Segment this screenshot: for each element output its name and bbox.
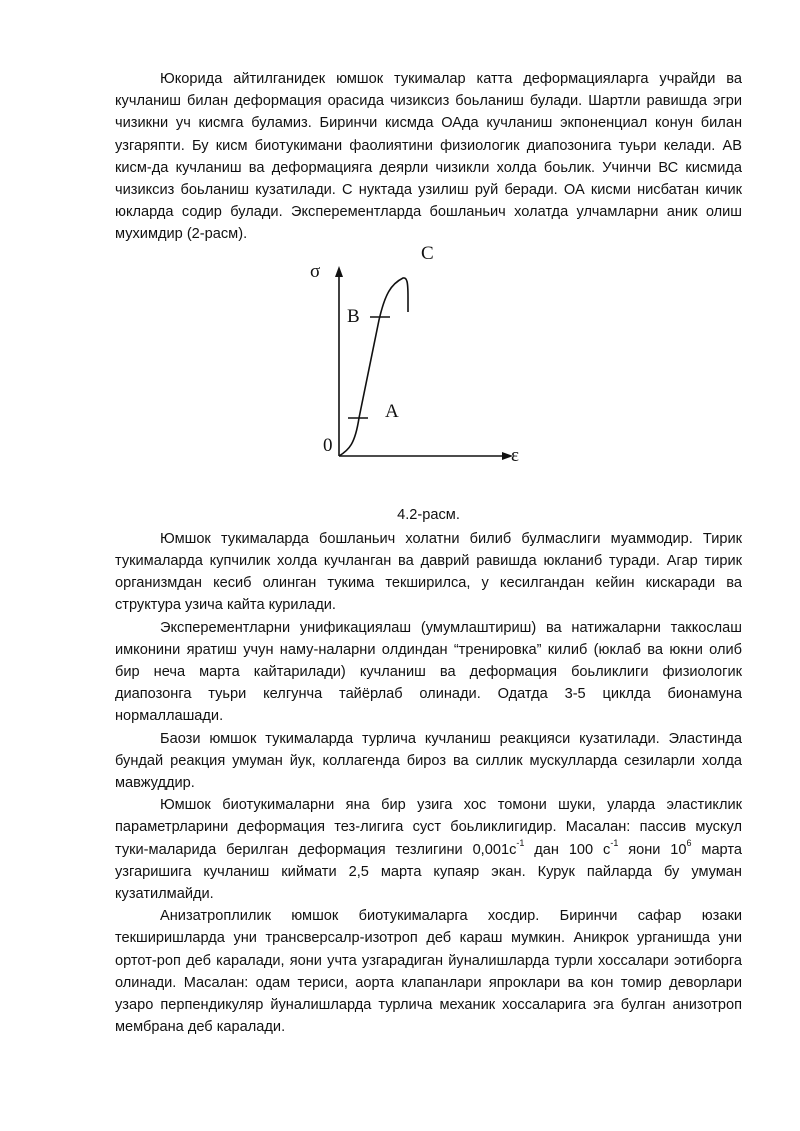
paragraph-intro: Юкорида айтилганидек юмшок тукималар катта деформацияларга учрайди ва кучланиш билан деформация орасида чизиксиз боьланиш булади. Шартли равишда эгри чизикни уч кисмга буламиз. Биринчи кисмда ОАда кучланиш экпоненциал конун билан узгаряпти. Бу кисм биотукимани фаолиятини физиологик диапозонига туьри келади. АВ кисм-да кучланиш ва деформацияга деярли чизикли холда боьлик. Учинчи ВС кисмида чизиксиз боьланиш кузатилади. С нуктада узилиш руй беради. ОА кисми нисбатан кичик юкларда содир булади. Эксперементларда бошланьич холатда улчамларни аник олиш мухимдир (2-расм). bbox=[115, 71, 742, 243]
point-a-label: A bbox=[385, 400, 399, 422]
rate-sup-3: 6 bbox=[686, 837, 692, 848]
rate-sup-1: -1 bbox=[516, 837, 525, 848]
paragraph-anisotropy: Анизатроплилик юмшок биотукималарга хосдир. Биринчи сафар юзаки текширишларда уни трансверсалр-изотроп деб караш мумкин. Аникрок урганишда уни ортот-роп деб каралади, яони учта узгарадиган йуналишларда турли хоссалари эотиборга олинади. Масалан: одам териси, аорта клапанлари япроклари ва кон томир деворлари узаро перпендикуляр йуналишларда турлича механик хоссаларига эга булган анизотроп мембрана деб каралади. bbox=[115, 908, 742, 1036]
figure-caption: 4.2-расм. bbox=[397, 506, 460, 523]
x-axis-label: ε bbox=[511, 444, 519, 466]
rate-text-3: яони 10 bbox=[618, 841, 687, 858]
y-axis-label: σ bbox=[310, 260, 321, 282]
paragraph-initial-state: Юмшок тукималарда бошланьич холатни билиб булмаслиги муаммодир. Тирик тукималарда купчилик холда кучланган ва даврий равишда юкланиб туради. Агар тирик организмдан кесиб олинган тукима текширилса, у кесилгандан кейин кискаради ва структура узича кайта курилади. bbox=[115, 530, 742, 614]
rate-sup-2: -1 bbox=[610, 837, 619, 848]
rate-text-2: дан 100 с bbox=[524, 841, 611, 858]
stress-strain-diagram bbox=[115, 252, 742, 504]
rate-text-4: марта узгаришига кучланиш киймати 2,5 марта купаяр экан. Курук пайларда бу умуман кузатилмайди. bbox=[115, 841, 742, 903]
paragraph-stress-reaction: Баози юмшок тукималарда турлича кучланиш реакцияси кузатилади. Эластинда бундай реакция умуман йук, коллагенда бироз ва силлик мускулларда сезиларли холда мавжуддир. bbox=[115, 730, 742, 792]
point-b-label: B bbox=[347, 305, 360, 327]
stress-strain-curve bbox=[339, 278, 408, 456]
origin-label: 0 bbox=[323, 434, 333, 456]
y-axis-arrow bbox=[335, 266, 343, 277]
paragraph-strain-rate bbox=[115, 794, 742, 905]
document-page bbox=[115, 68, 742, 1039]
rate-text-1: Юмшок биотукималарни яна бир узига хос томони шуки, уларда эластиклик параметрларини деформация тез-лигига суст боьликлигидир. Масалан: пассив мускул туки-маларида берилган деформация тезлигини 0,001с bbox=[115, 797, 742, 858]
paragraph-unification: Эксперементларни унификациялаш (умумлаштириш) ва натижаларни таккослаш имконини яратиш учун наму-наларни олдиндан “тренировка” килиб (юклаб ва юкни олиб бир неча марта кайтарилади) кучланиш ва деформация боьликлиги физиологик диапозонга туьри келгунча тайёрлаб олинади. Одатда 3-5 циклда бионамуна нормаллашади. bbox=[115, 619, 742, 725]
point-c-label: C bbox=[421, 242, 434, 264]
stress-strain-figure bbox=[115, 242, 742, 504]
